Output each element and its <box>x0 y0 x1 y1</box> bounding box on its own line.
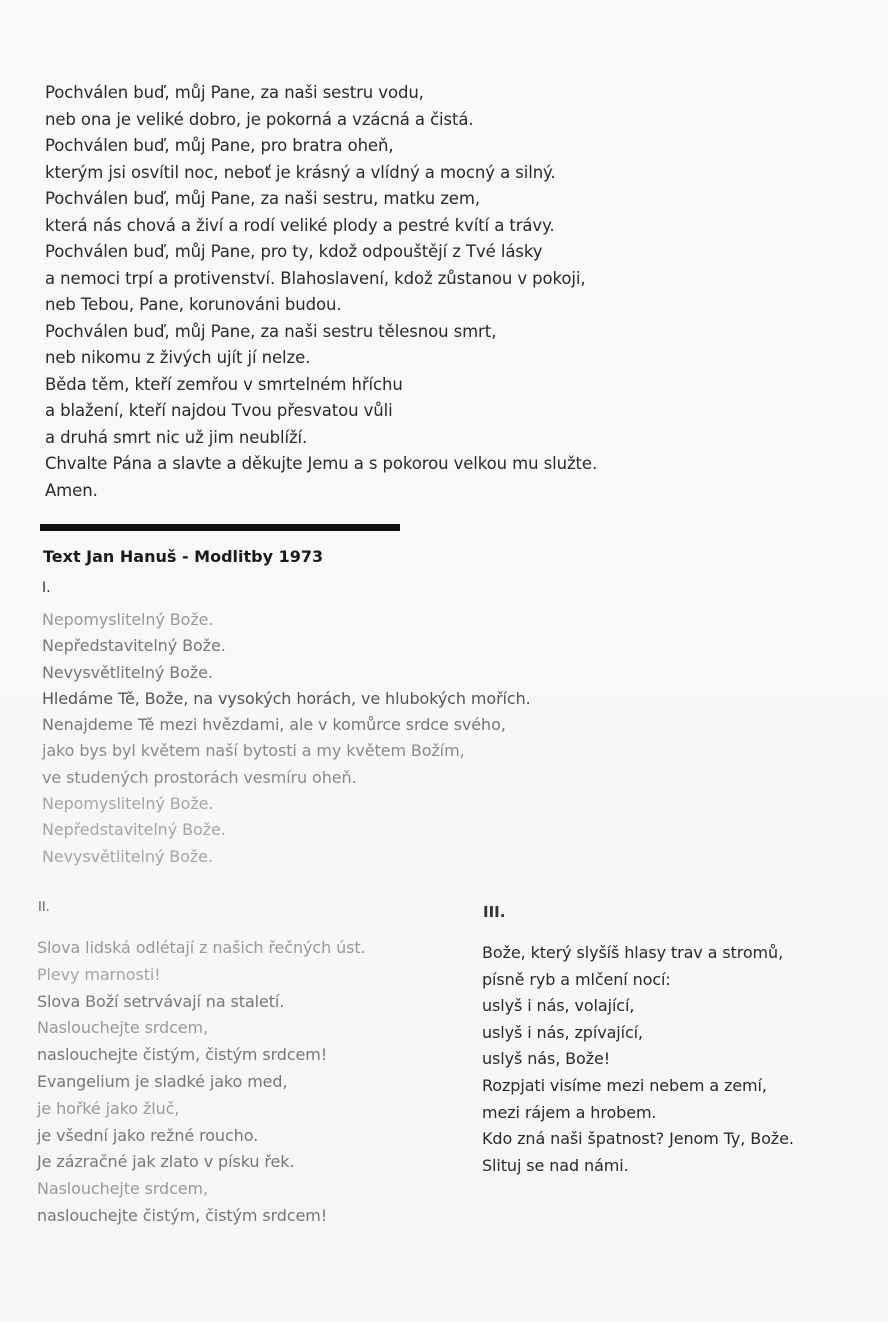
canticle-line: neb Tebou, Pane, korunováni budou. <box>45 295 342 314</box>
section-heading: Text Jan Hanuš - Modlitby 1973 <box>43 547 324 566</box>
prayer-line: je všední jako režné roucho. <box>37 1125 259 1145</box>
prayer-section-1 <box>42 607 531 870</box>
canticle-line: kterým jsi osvítil noc, neboť je krásný a vlídný a mocný a silný. <box>45 162 556 182</box>
canticle-line: neb ona je veliké dobro, je pokorná a vzácná a čistá. <box>45 109 474 129</box>
prayer-line: mezi rájem a hrobem. <box>482 1102 657 1122</box>
prayer-section-2 <box>37 935 366 1230</box>
prayer-line: Plevy marnosti! <box>37 964 161 984</box>
prayer-line: Nepomyslitelný Bože. <box>42 610 214 629</box>
prayer-line: Rozpjati visíme mezi nebem a zemí, <box>482 1075 767 1095</box>
prayer-line: Nevysvětlitelný Bože. <box>42 846 213 866</box>
prayer-line: ve studených prostorách vesmíru oheň. <box>42 767 357 787</box>
canticle-line: a druhá smrt nic už jim neublíží. <box>45 427 308 447</box>
prayer-line: písně ryb a mlčení nocí: <box>482 969 671 989</box>
prayer-line: je hořké jako žluč, <box>37 1098 180 1118</box>
canticle-line: Běda těm, kteří zemřou v smrtelném hříchu <box>45 374 403 394</box>
prayer-line: Kdo zná naši špatnost? Jenom Ty, Bože. <box>482 1129 794 1149</box>
prayer-line: Hledáme Tě, Bože, na vysokých horách, ve hlubokých mořích. <box>42 688 531 708</box>
prayer-line: Slova Boží setrvávají na staletí. <box>37 991 285 1011</box>
canticle-line: Pochválen buď, můj Pane, pro ty, kdož odpouštějí z Tvé lásky <box>45 242 543 261</box>
canticle-line: Pochválen buď, můj Pane, za naši sestru tělesnou smrt, <box>45 321 497 341</box>
section-1-number: I. <box>42 580 51 596</box>
prayer-line: uslyš i nás, volající, <box>482 996 635 1016</box>
canticle-line: a nemoci trpí a protivenství. Blahoslavení, kdož zůstanou v pokoji, <box>45 268 586 288</box>
section-divider-rule <box>40 524 400 531</box>
prayer-line: naslouchejte čistým, čistým srdcem! <box>37 1045 328 1065</box>
canticle-text <box>45 80 845 504</box>
prayer-line: Je zázračné jak zlato v písku řek. <box>37 1152 295 1172</box>
prayer-line: uslyš nás, Bože! <box>482 1049 611 1069</box>
prayer-line: Nenajdeme Tě mezi hvězdami, ale v komůrce srdce svého, <box>42 715 506 735</box>
canticle-line: Pochválen buď, můj Pane, pro bratra oheň, <box>45 136 394 155</box>
prayer-line: naslouchejte čistým, čistým srdcem! <box>37 1205 328 1225</box>
prayer-line: Nepomyslitelný Bože. <box>42 794 214 814</box>
canticle-line: Chvalte Pána a slavte a děkujte Jemu a s pokorou velkou mu služte. <box>45 454 598 473</box>
prayer-line: Nevysvětlitelný Bože. <box>42 662 213 682</box>
prayer-line: Slituj se nad námi. <box>482 1155 629 1175</box>
canticle-line: která nás chová a živí a rodí veliké plody a pestré kvítí a trávy. <box>45 215 555 235</box>
prayer-line: Nepředstavitelný Bože. <box>42 636 226 656</box>
section-3-number: III. <box>483 903 506 921</box>
prayer-line: Naslouchejte srdcem, <box>37 1018 209 1038</box>
prayer-line: jako bys byl květem naší bytosti a my květem Božím, <box>42 741 465 761</box>
prayer-section-3 <box>482 940 794 1179</box>
canticle-line: Pochválen buď, můj Pane, za naši sestru, matku zem, <box>45 189 480 208</box>
prayer-line: Bože, který slyšíš hlasy trav a stromů, <box>482 943 784 962</box>
prayer-line: Slova lidská odlétají z našich řečných úst. <box>37 938 366 957</box>
canticle-line: neb nikomu z živých ujít jí nelze. <box>45 348 311 367</box>
canticle-line: Pochválen buď, můj Pane, za naši sestru vodu, <box>45 83 424 102</box>
prayer-line: Naslouchejte srdcem, <box>37 1179 209 1199</box>
prayer-line: uslyš i nás, zpívající, <box>482 1022 643 1042</box>
prayer-line: Nepředstavitelný Bože. <box>42 820 226 840</box>
prayer-line: Evangelium je sladké jako med, <box>37 1071 288 1091</box>
canticle-line: Amen. <box>45 480 98 500</box>
section-2-number: II. <box>38 900 50 915</box>
canticle-line: a blažení, kteří najdou Tvou přesvatou vůli <box>45 401 393 420</box>
